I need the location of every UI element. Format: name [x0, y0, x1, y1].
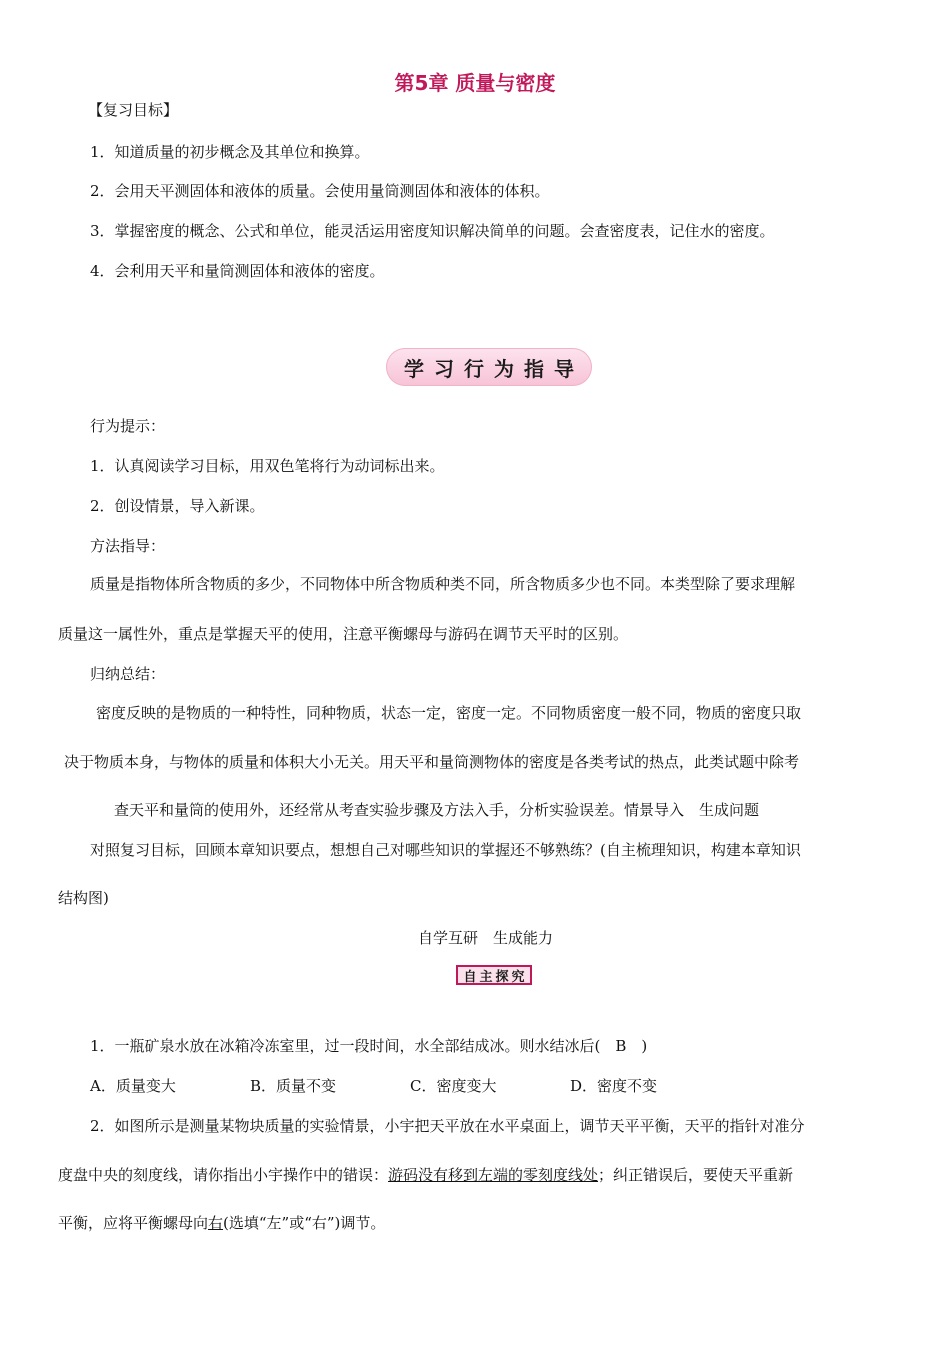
page-title: 第5章 质量与密度	[394, 71, 556, 95]
question-2-line-3	[58, 1213, 385, 1233]
method-label: 方法指导：	[90, 537, 166, 555]
section-heading: 自学互研 生成能力	[418, 929, 554, 947]
summary-line-1: 密度反映的是物质的一种特性，同种物质，状态一定，密度一定。不同物质密度一般不同，物质的密度只取	[96, 704, 802, 722]
summary-line-2: 决于物质本身，与物体的质量和体积大小无关。用天平和量筒测物体的密度是各类考试的热点，此类试题中除考	[64, 753, 800, 771]
question-1-option-b: B．质量不变	[250, 1077, 337, 1095]
question-2-line-2-post: ；纠正错误后，要使天平重新	[598, 1166, 794, 1184]
question-2-line-2	[58, 1165, 793, 1185]
method-line-1: 质量是指物体所含物质的多少，不同物体中所含物质种类不同，所含物质多少也不同。本类型除了要求理解	[90, 575, 796, 593]
badge-label: 自主探究	[463, 969, 528, 985]
question-1-option-c: C．密度变大	[410, 1077, 497, 1095]
reflect-line-2: 结构图)	[58, 889, 109, 907]
review-heading: 【复习目标】	[88, 101, 179, 119]
method-line-2: 质量这一属性外，重点是掌握天平的使用，注意平衡螺母与游码在调节天平时的区别。	[58, 625, 629, 643]
summary-line-3: 查天平和量筒的使用外，还经常从考查实验步骤及方法入手，分析实验误差。情景导入 生成问题	[114, 801, 760, 819]
study-guide-banner	[386, 348, 592, 386]
goal-2: 2．会用天平测固体和液体的质量。会使用量筒测固体和液体的体积。	[90, 182, 550, 200]
question-2-line-1: 2．如图所示是测量某物块质量的实验情景，小宇把天平放在水平桌面上，调节天平平衡，天平的指针对准分	[90, 1117, 805, 1135]
banner-label: 学习行为指导	[404, 356, 584, 381]
question-2-answer-2: 右	[208, 1214, 224, 1232]
behavior-item-1: 1．认真阅读学习目标，用双色笔将行为动词标出来。	[90, 457, 445, 475]
behavior-label: 行为提示：	[90, 417, 166, 435]
question-2-line-3-pre: 平衡，应将平衡螺母向	[58, 1214, 209, 1232]
goal-3: 3．掌握密度的概念、公式和单位，能灵活运用密度知识解决简单的问题。会查密度表，记住水的密度。	[90, 222, 775, 240]
goal-4: 4．会利用天平和量筒测固体和液体的密度。	[90, 262, 385, 280]
reflect-line-1: 对照复习目标，回顾本章知识要点，想想自己对哪些知识的掌握还不够熟练？(自主梳理知识，构建本章知识	[90, 841, 801, 859]
question-1-option-a: A．质量变大	[90, 1077, 176, 1095]
question-1-option-d: D．密度不变	[570, 1077, 658, 1095]
goal-1: 1．知道质量的初步概念及其单位和换算。	[90, 143, 370, 161]
self-study-badge	[456, 965, 532, 985]
summary-label: 归纳总结：	[90, 665, 166, 683]
question-2-line-2-pre: 度盘中央的刻度线，请你指出小宇操作中的错误：	[58, 1166, 389, 1184]
question-1-stem: 1．一瓶矿泉水放在冰箱冷冻室里，过一段时间，水全部结成冰。则水结冰后( B )	[90, 1037, 648, 1055]
question-2-answer-1: 游码没有移到左端的零刻度线处	[388, 1166, 599, 1184]
question-2-line-3-post: (选填“左”或“右”)调节。	[223, 1214, 386, 1232]
behavior-item-2: 2．创设情景，导入新课。	[90, 497, 265, 515]
